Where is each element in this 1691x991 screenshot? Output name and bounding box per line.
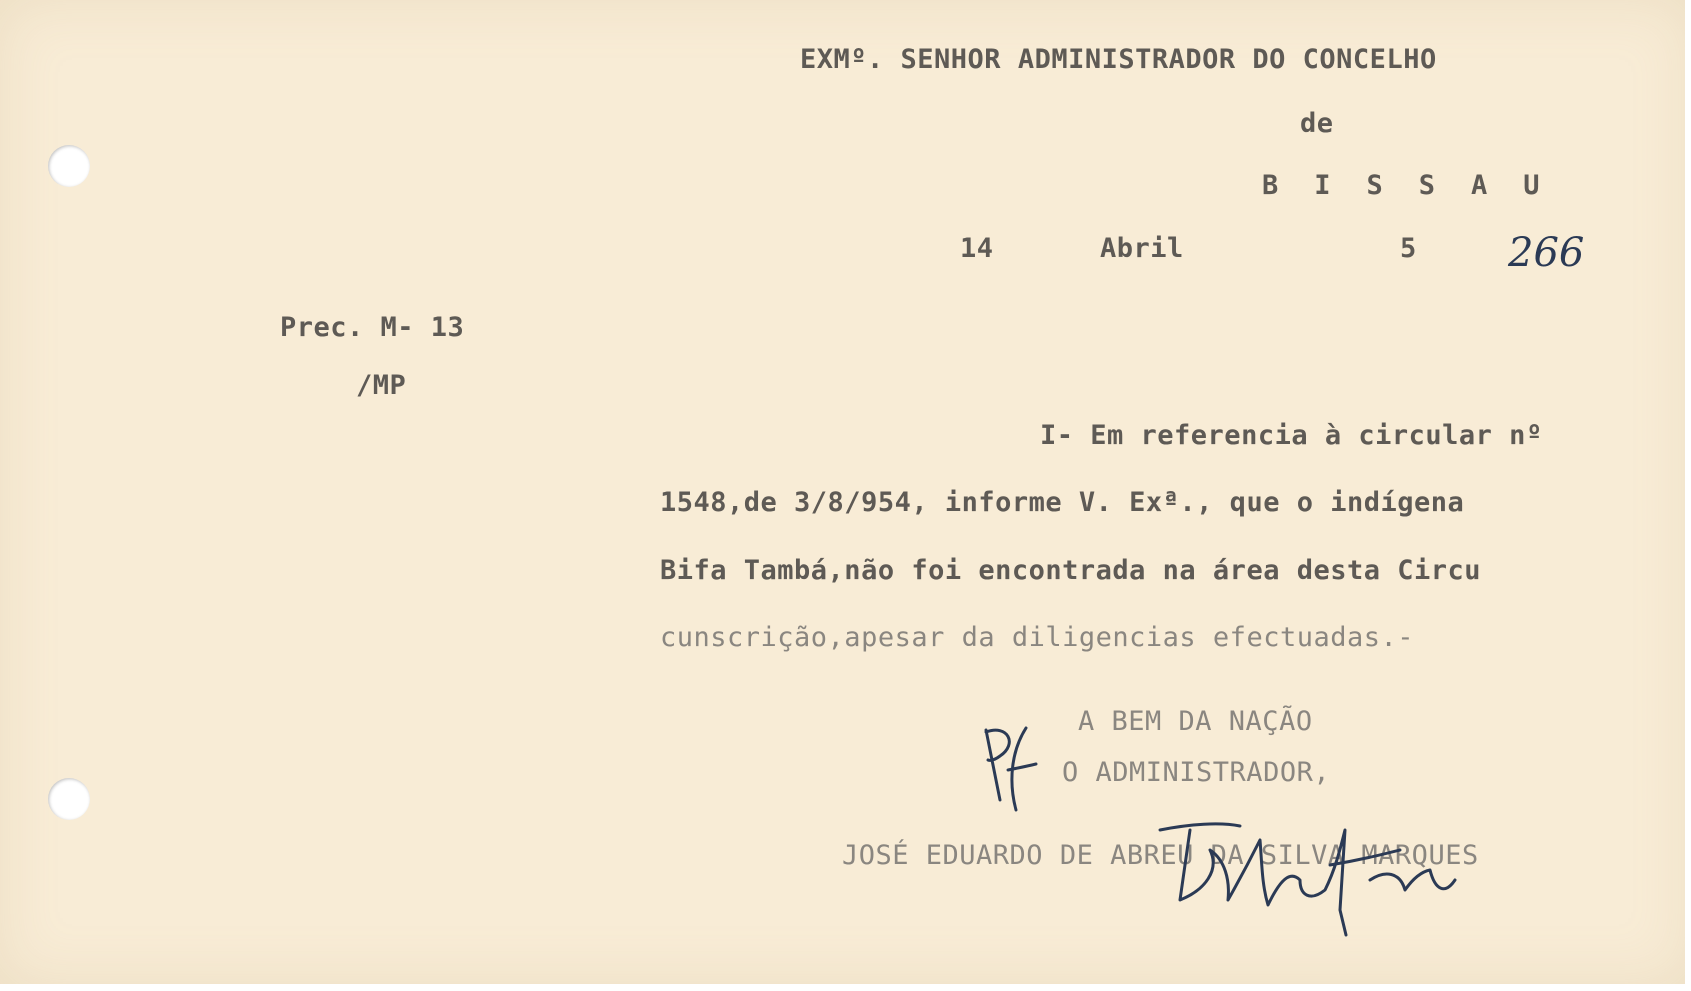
signature	[1150, 810, 1480, 940]
body-line-2: 1548,de 3/8/954, informe V. Exª., que o indígena	[660, 487, 1465, 518]
date-month: Abril	[1100, 233, 1184, 264]
reference-number: Prec. M- 13	[280, 312, 465, 343]
body-line-4: cunscrição,apesar da diligencias efectuadas.-	[660, 622, 1414, 653]
punch-hole-top	[48, 145, 90, 187]
date-year: 5	[1400, 233, 1417, 264]
initials-mark	[978, 720, 1048, 830]
body-line-1: I- Em referencia à circular nº	[1040, 420, 1543, 451]
closing-salutation: A BEM DA NAÇÃO	[1078, 706, 1313, 737]
closing-title: O ADMINISTRADOR,	[1062, 757, 1331, 788]
reference-suffix: /MP	[356, 370, 407, 401]
page-edge	[1685, 0, 1691, 991]
signatory-name: JOSÉ EDUARDO DE ABREU DA SILVA MARQUES	[842, 840, 1479, 871]
addressee-de: de	[1300, 108, 1334, 139]
punch-hole-bottom	[48, 778, 90, 820]
date-day: 14	[960, 233, 994, 264]
addressee-line: EXMº. SENHOR ADMINISTRADOR DO CONCELHO	[800, 44, 1437, 75]
handwritten-number: 266	[1508, 230, 1585, 276]
addressee-city: BISSAU	[1262, 170, 1576, 201]
body-line-3: Bifa Tambá,não foi encontrada na área desta Circu	[660, 555, 1482, 586]
